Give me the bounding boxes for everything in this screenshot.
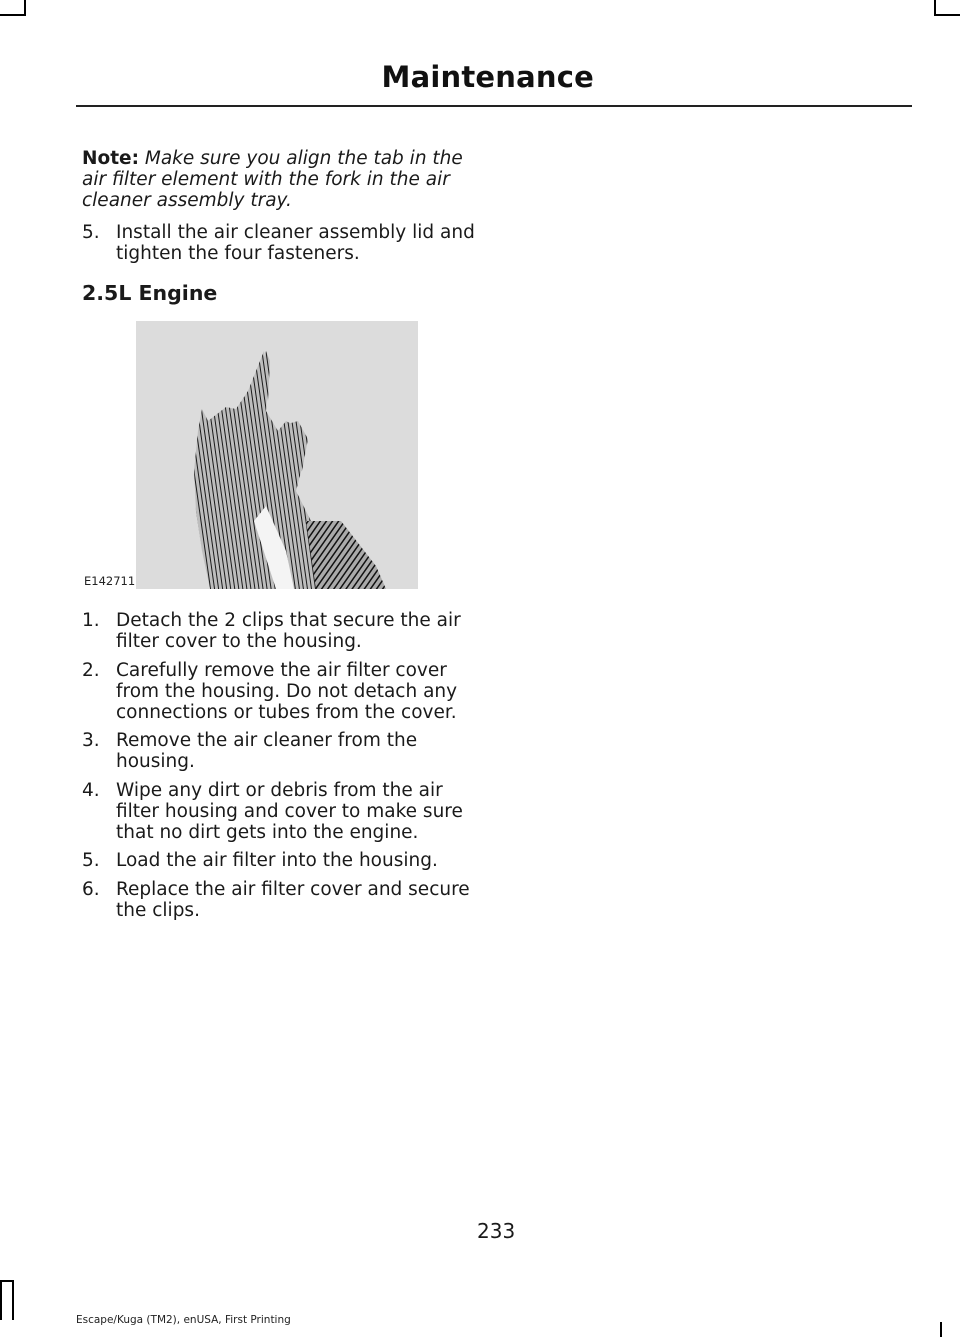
air-filter-figure: [136, 321, 418, 589]
list-item: [82, 222, 482, 264]
crop-mark-bottom-left: [0, 1280, 2, 1320]
list-item: [82, 780, 482, 843]
note-text: Make sure you align the tab in the air filter element with the fork in the air cleaner assembly tray.: [82, 148, 463, 211]
crop-mark-bottom-left-horizontal: [0, 1280, 14, 1282]
step-text: Carefully remove the air filter cover from the housing. Do not detach any connections or tubes from the cover.: [116, 660, 458, 723]
note-paragraph: [82, 148, 478, 211]
crop-mark-top-left-vertical: [24, 0, 26, 16]
step-number: 3.: [82, 730, 100, 751]
step-text: Remove the air cleaner from the housing.: [116, 730, 418, 772]
header-divider: [76, 105, 912, 107]
step-number: 4.: [82, 780, 100, 801]
air-filter-element: [306, 521, 386, 589]
list-item: [82, 660, 482, 723]
step-text: Detach the 2 clips that secure the air filter cover to the housing.: [116, 610, 461, 652]
step-number: 5.: [82, 222, 100, 243]
crop-mark-bottom-right: [940, 1322, 942, 1337]
crop-mark-top-left: [0, 14, 24, 16]
list-item: [82, 850, 482, 871]
crop-mark-bottom-left-vertical: [12, 1280, 14, 1320]
list-item: [82, 730, 482, 772]
footer-text: Escape/Kuga (TM2), enUSA, First Printing: [76, 1314, 291, 1326]
list-item: [82, 610, 482, 652]
step-text: Install the air cleaner assembly lid and tighten the four fasteners.: [116, 222, 475, 264]
list-item: [82, 879, 482, 921]
crop-mark-top-right: [936, 14, 960, 16]
page-title: Maintenance: [381, 60, 594, 94]
note-label: Note:: [82, 148, 139, 169]
page-number: 233: [477, 1219, 516, 1243]
step-number: 5.: [82, 850, 100, 871]
crop-mark-top-right-vertical: [934, 0, 936, 16]
step-text: Replace the air filter cover and secure the clips.: [116, 879, 470, 921]
step-number: 2.: [82, 660, 100, 681]
step-text: Wipe any dirt or debris from the air filter housing and cover to make sure that no dirt gets into the engine.: [116, 780, 463, 843]
air-filter-illustration: [136, 321, 418, 589]
step-text: Load the air filter into the housing.: [116, 850, 438, 871]
section-heading: 2.5L Engine: [82, 281, 218, 305]
step-number: 1.: [82, 610, 100, 631]
step-number: 6.: [82, 879, 100, 900]
figure-code: E142711: [84, 574, 136, 588]
